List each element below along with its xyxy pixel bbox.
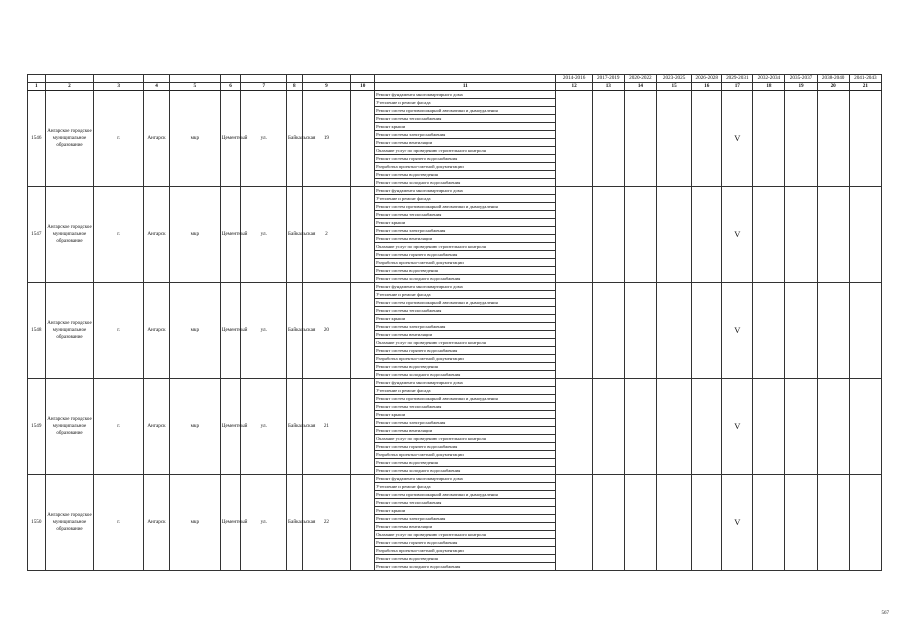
street-type: ул. [241, 187, 287, 283]
column-number: 6 [220, 82, 241, 91]
work-type: Ремонт системы водоотведения [375, 171, 556, 179]
period-header: 2026-2028 [692, 75, 722, 83]
column-number: 3 [94, 82, 144, 91]
period-header: 2041-2043 [849, 75, 881, 83]
city: Ангарск [144, 475, 170, 571]
period-cell [785, 475, 817, 571]
street-type: ул. [241, 91, 287, 187]
work-type: Ремонт фундамента многоквартирного дома [375, 379, 556, 387]
entry-number: 1548 [28, 283, 46, 379]
period-cell [592, 187, 624, 283]
header-empty-cell [144, 75, 170, 83]
period-cell [849, 187, 881, 283]
work-type: Ремонт системы электроснабжения [375, 131, 556, 139]
header-empty-cell [28, 75, 46, 83]
work-type: Оказание услуг по проведению строительного контроля [375, 531, 556, 539]
period-cell [592, 91, 624, 187]
city-type: г. [94, 283, 144, 379]
period-cell [849, 91, 881, 187]
work-type: Ремонт систем противопожарной автоматики и дымоудаления [375, 491, 556, 499]
work-type: Оказание услуг по проведению строительного контроля [375, 339, 556, 347]
work-type: Ремонт крыши [375, 507, 556, 515]
blank-column-10 [351, 91, 375, 187]
period-cell [624, 475, 656, 571]
work-type: Ремонт системы горячего водоснабжения [375, 155, 556, 163]
period-cell [656, 379, 691, 475]
city: Ангарск [144, 91, 170, 187]
period-cell [817, 91, 849, 187]
work-type: Ремонт системы вентиляции [375, 139, 556, 147]
work-type: Ремонт системы холодного водоснабжения [375, 275, 556, 283]
capital-repair-table [27, 74, 882, 571]
district-type: мкр [169, 91, 220, 187]
period-cell [817, 475, 849, 571]
street-type: ул. [241, 283, 287, 379]
table-row [28, 187, 882, 195]
period-cell [817, 187, 849, 283]
work-type: Ремонт системы теплоснабжения [375, 115, 556, 123]
work-type: Ремонт системы теплоснабжения [375, 499, 556, 507]
period-header: 2032-2034 [753, 75, 785, 83]
municipality: Ангарское городское муниципальное образование [45, 187, 94, 283]
period-cell [753, 187, 785, 283]
street: Байкальская [287, 283, 303, 379]
work-type: Ремонт системы водоотведения [375, 267, 556, 275]
house-number: 20 [302, 283, 351, 379]
house-number: 2 [302, 187, 351, 283]
work-type: Разработка проектно-сметной документации [375, 547, 556, 555]
period-cell [656, 283, 691, 379]
work-type: Ремонт систем противопожарной автоматики и дымоудаления [375, 395, 556, 403]
work-type: Разработка проектно-сметной документации [375, 355, 556, 363]
district-type: мкр [169, 187, 220, 283]
district: Цементный [220, 379, 241, 475]
street-type: ул. [241, 475, 287, 571]
period-cell [753, 379, 785, 475]
column-number: 19 [785, 82, 817, 91]
column-number: 17 [722, 82, 753, 91]
house-number: 22 [302, 475, 351, 571]
district: Цементный [220, 283, 241, 379]
period-cell [785, 187, 817, 283]
entry-number: 1550 [28, 475, 46, 571]
column-number-row [28, 82, 882, 91]
work-type: Утепление и ремонт фасада [375, 99, 556, 107]
period-cell [785, 379, 817, 475]
table-row [28, 379, 882, 387]
header-empty-cell [241, 75, 287, 83]
period-header: 2014-2016 [556, 75, 592, 83]
column-number: 14 [624, 82, 656, 91]
work-type: Ремонт системы горячего водоснабжения [375, 443, 556, 451]
work-type: Утепление и ремонт фасада [375, 291, 556, 299]
period-cell [624, 379, 656, 475]
work-type: Ремонт крыши [375, 411, 556, 419]
period-header: 2020-2022 [624, 75, 656, 83]
work-type: Оказание услуг по проведению строительного контроля [375, 147, 556, 155]
blank-column-10 [351, 475, 375, 571]
work-type: Ремонт системы холодного водоснабжения [375, 467, 556, 475]
work-type: Ремонт систем противопожарной автоматики и дымоудаления [375, 203, 556, 211]
column-number: 16 [692, 82, 722, 91]
period-header-row [28, 75, 882, 83]
header-empty-cell [375, 75, 556, 83]
work-type: Утепление и ремонт фасада [375, 195, 556, 203]
column-number: 7 [241, 82, 287, 91]
city: Ангарск [144, 187, 170, 283]
column-number: 15 [656, 82, 691, 91]
entry-number: 1546 [28, 91, 46, 187]
period-cell [556, 475, 592, 571]
work-type: Ремонт систем противопожарной автоматики и дымоудаления [375, 107, 556, 115]
period-cell [692, 379, 722, 475]
city-type: г. [94, 379, 144, 475]
period-cell [624, 283, 656, 379]
work-type: Ремонт системы вентиляции [375, 235, 556, 243]
period-cell [692, 91, 722, 187]
period-cell [692, 187, 722, 283]
period-cell [556, 379, 592, 475]
district-type: мкр [169, 379, 220, 475]
column-number: 20 [817, 82, 849, 91]
period-cell [753, 283, 785, 379]
work-type: Ремонт системы вентиляции [375, 523, 556, 531]
district-type: мкр [169, 475, 220, 571]
district: Цементный [220, 91, 241, 187]
municipality: Ангарское городское муниципальное образование [45, 379, 94, 475]
entry-number: 1547 [28, 187, 46, 283]
district: Цементный [220, 475, 241, 571]
work-type: Ремонт системы вентиляции [375, 331, 556, 339]
column-number: 18 [753, 82, 785, 91]
street: Байкальская [287, 475, 303, 571]
header-empty-cell [169, 75, 220, 83]
work-type: Утепление и ремонт фасада [375, 483, 556, 491]
column-number: 9 [302, 82, 351, 91]
period-cell [817, 283, 849, 379]
period-cell [692, 283, 722, 379]
work-type: Ремонт фундамента многоквартирного дома [375, 283, 556, 291]
period-cell [849, 379, 881, 475]
page-number: 567 [881, 611, 889, 616]
period-cell [785, 91, 817, 187]
period-cell [817, 379, 849, 475]
table-row [28, 283, 882, 291]
municipality: Ангарское городское муниципальное образование [45, 283, 94, 379]
house-number: 21 [302, 379, 351, 475]
period-header: 2038-2040 [817, 75, 849, 83]
city: Ангарск [144, 283, 170, 379]
work-type: Ремонт системы холодного водоснабжения [375, 563, 556, 571]
work-type: Ремонт системы теплоснабжения [375, 307, 556, 315]
city: Ангарск [144, 379, 170, 475]
column-number: 2 [45, 82, 94, 91]
work-type: Ремонт системы электроснабжения [375, 419, 556, 427]
period-header: 2017-2019 [592, 75, 624, 83]
blank-column-10 [351, 187, 375, 283]
municipality: Ангарское городское муниципальное образование [45, 475, 94, 571]
period-cell [849, 475, 881, 571]
work-type: Ремонт системы теплоснабжения [375, 403, 556, 411]
work-type: Ремонт системы электроснабжения [375, 515, 556, 523]
period-mark: V [722, 187, 753, 283]
period-cell [624, 187, 656, 283]
work-type: Оказание услуг по проведению строительного контроля [375, 243, 556, 251]
period-mark: V [722, 379, 753, 475]
street-type: ул. [241, 379, 287, 475]
work-type: Ремонт системы электроснабжения [375, 323, 556, 331]
work-type: Ремонт системы вентиляции [375, 427, 556, 435]
period-cell [849, 283, 881, 379]
header-empty-cell [94, 75, 144, 83]
work-type: Ремонт системы холодного водоснабжения [375, 371, 556, 379]
header-empty-cell [220, 75, 241, 83]
column-number: 12 [556, 82, 592, 91]
district: Цементный [220, 187, 241, 283]
period-cell [592, 475, 624, 571]
work-type: Разработка проектно-сметной документации [375, 259, 556, 267]
municipality: Ангарское городское муниципальное образование [45, 91, 94, 187]
blank-column-10 [351, 283, 375, 379]
period-header: 2035-2037 [785, 75, 817, 83]
work-type: Ремонт фундамента многоквартирного дома [375, 91, 556, 99]
period-mark: V [722, 283, 753, 379]
period-mark: V [722, 91, 753, 187]
work-type: Ремонт системы холодного водоснабжения [375, 179, 556, 187]
work-type: Ремонт системы водоотведения [375, 363, 556, 371]
column-number: 21 [849, 82, 881, 91]
period-cell [656, 91, 691, 187]
column-number: 11 [375, 82, 556, 91]
street: Байкальская [287, 91, 303, 187]
entry-number: 1549 [28, 379, 46, 475]
period-cell [592, 379, 624, 475]
period-cell [753, 475, 785, 571]
table-row [28, 475, 882, 483]
work-type: Ремонт крыши [375, 123, 556, 131]
period-cell [556, 91, 592, 187]
city-type: г. [94, 91, 144, 187]
work-type: Ремонт систем противопожарной автоматики и дымоудаления [375, 299, 556, 307]
work-type: Ремонт системы водоотведения [375, 555, 556, 563]
period-cell [556, 283, 592, 379]
period-cell [592, 283, 624, 379]
city-type: г. [94, 187, 144, 283]
header-empty-cell [351, 75, 375, 83]
period-cell [656, 187, 691, 283]
period-cell [556, 187, 592, 283]
table-row [28, 91, 882, 99]
street: Байкальская [287, 187, 303, 283]
house-number: 19 [302, 91, 351, 187]
work-type: Ремонт крыши [375, 219, 556, 227]
period-cell [624, 91, 656, 187]
period-cell [692, 475, 722, 571]
column-number: 13 [592, 82, 624, 91]
period-cell [656, 475, 691, 571]
work-type: Разработка проектно-сметной документации [375, 451, 556, 459]
header-empty-cell [45, 75, 94, 83]
street: Байкальская [287, 379, 303, 475]
work-type: Ремонт фундамента многоквартирного дома [375, 187, 556, 195]
work-type: Ремонт крыши [375, 315, 556, 323]
column-number: 8 [287, 82, 303, 91]
period-header: 2029-2031 [722, 75, 753, 83]
blank-column-10 [351, 379, 375, 475]
work-type: Ремонт системы водоотведения [375, 459, 556, 467]
column-number: 4 [144, 82, 170, 91]
work-type: Ремонт системы теплоснабжения [375, 211, 556, 219]
header-empty-cell [302, 75, 351, 83]
work-type: Ремонт системы горячего водоснабжения [375, 251, 556, 259]
work-type: Ремонт фундамента многоквартирного дома [375, 475, 556, 483]
column-number: 5 [169, 82, 220, 91]
work-type: Ремонт системы электроснабжения [375, 227, 556, 235]
header-empty-cell [287, 75, 303, 83]
city-type: г. [94, 475, 144, 571]
column-number: 10 [351, 82, 375, 91]
period-header: 2023-2025 [656, 75, 691, 83]
district-type: мкр [169, 283, 220, 379]
period-cell [753, 91, 785, 187]
work-type: Разработка проектно-сметной документации [375, 163, 556, 171]
period-mark: V [722, 475, 753, 571]
work-type: Оказание услуг по проведению строительного контроля [375, 435, 556, 443]
work-type: Ремонт системы горячего водоснабжения [375, 347, 556, 355]
period-cell [785, 283, 817, 379]
work-type: Утепление и ремонт фасада [375, 387, 556, 395]
work-type: Ремонт системы горячего водоснабжения [375, 539, 556, 547]
column-number: 1 [28, 82, 46, 91]
